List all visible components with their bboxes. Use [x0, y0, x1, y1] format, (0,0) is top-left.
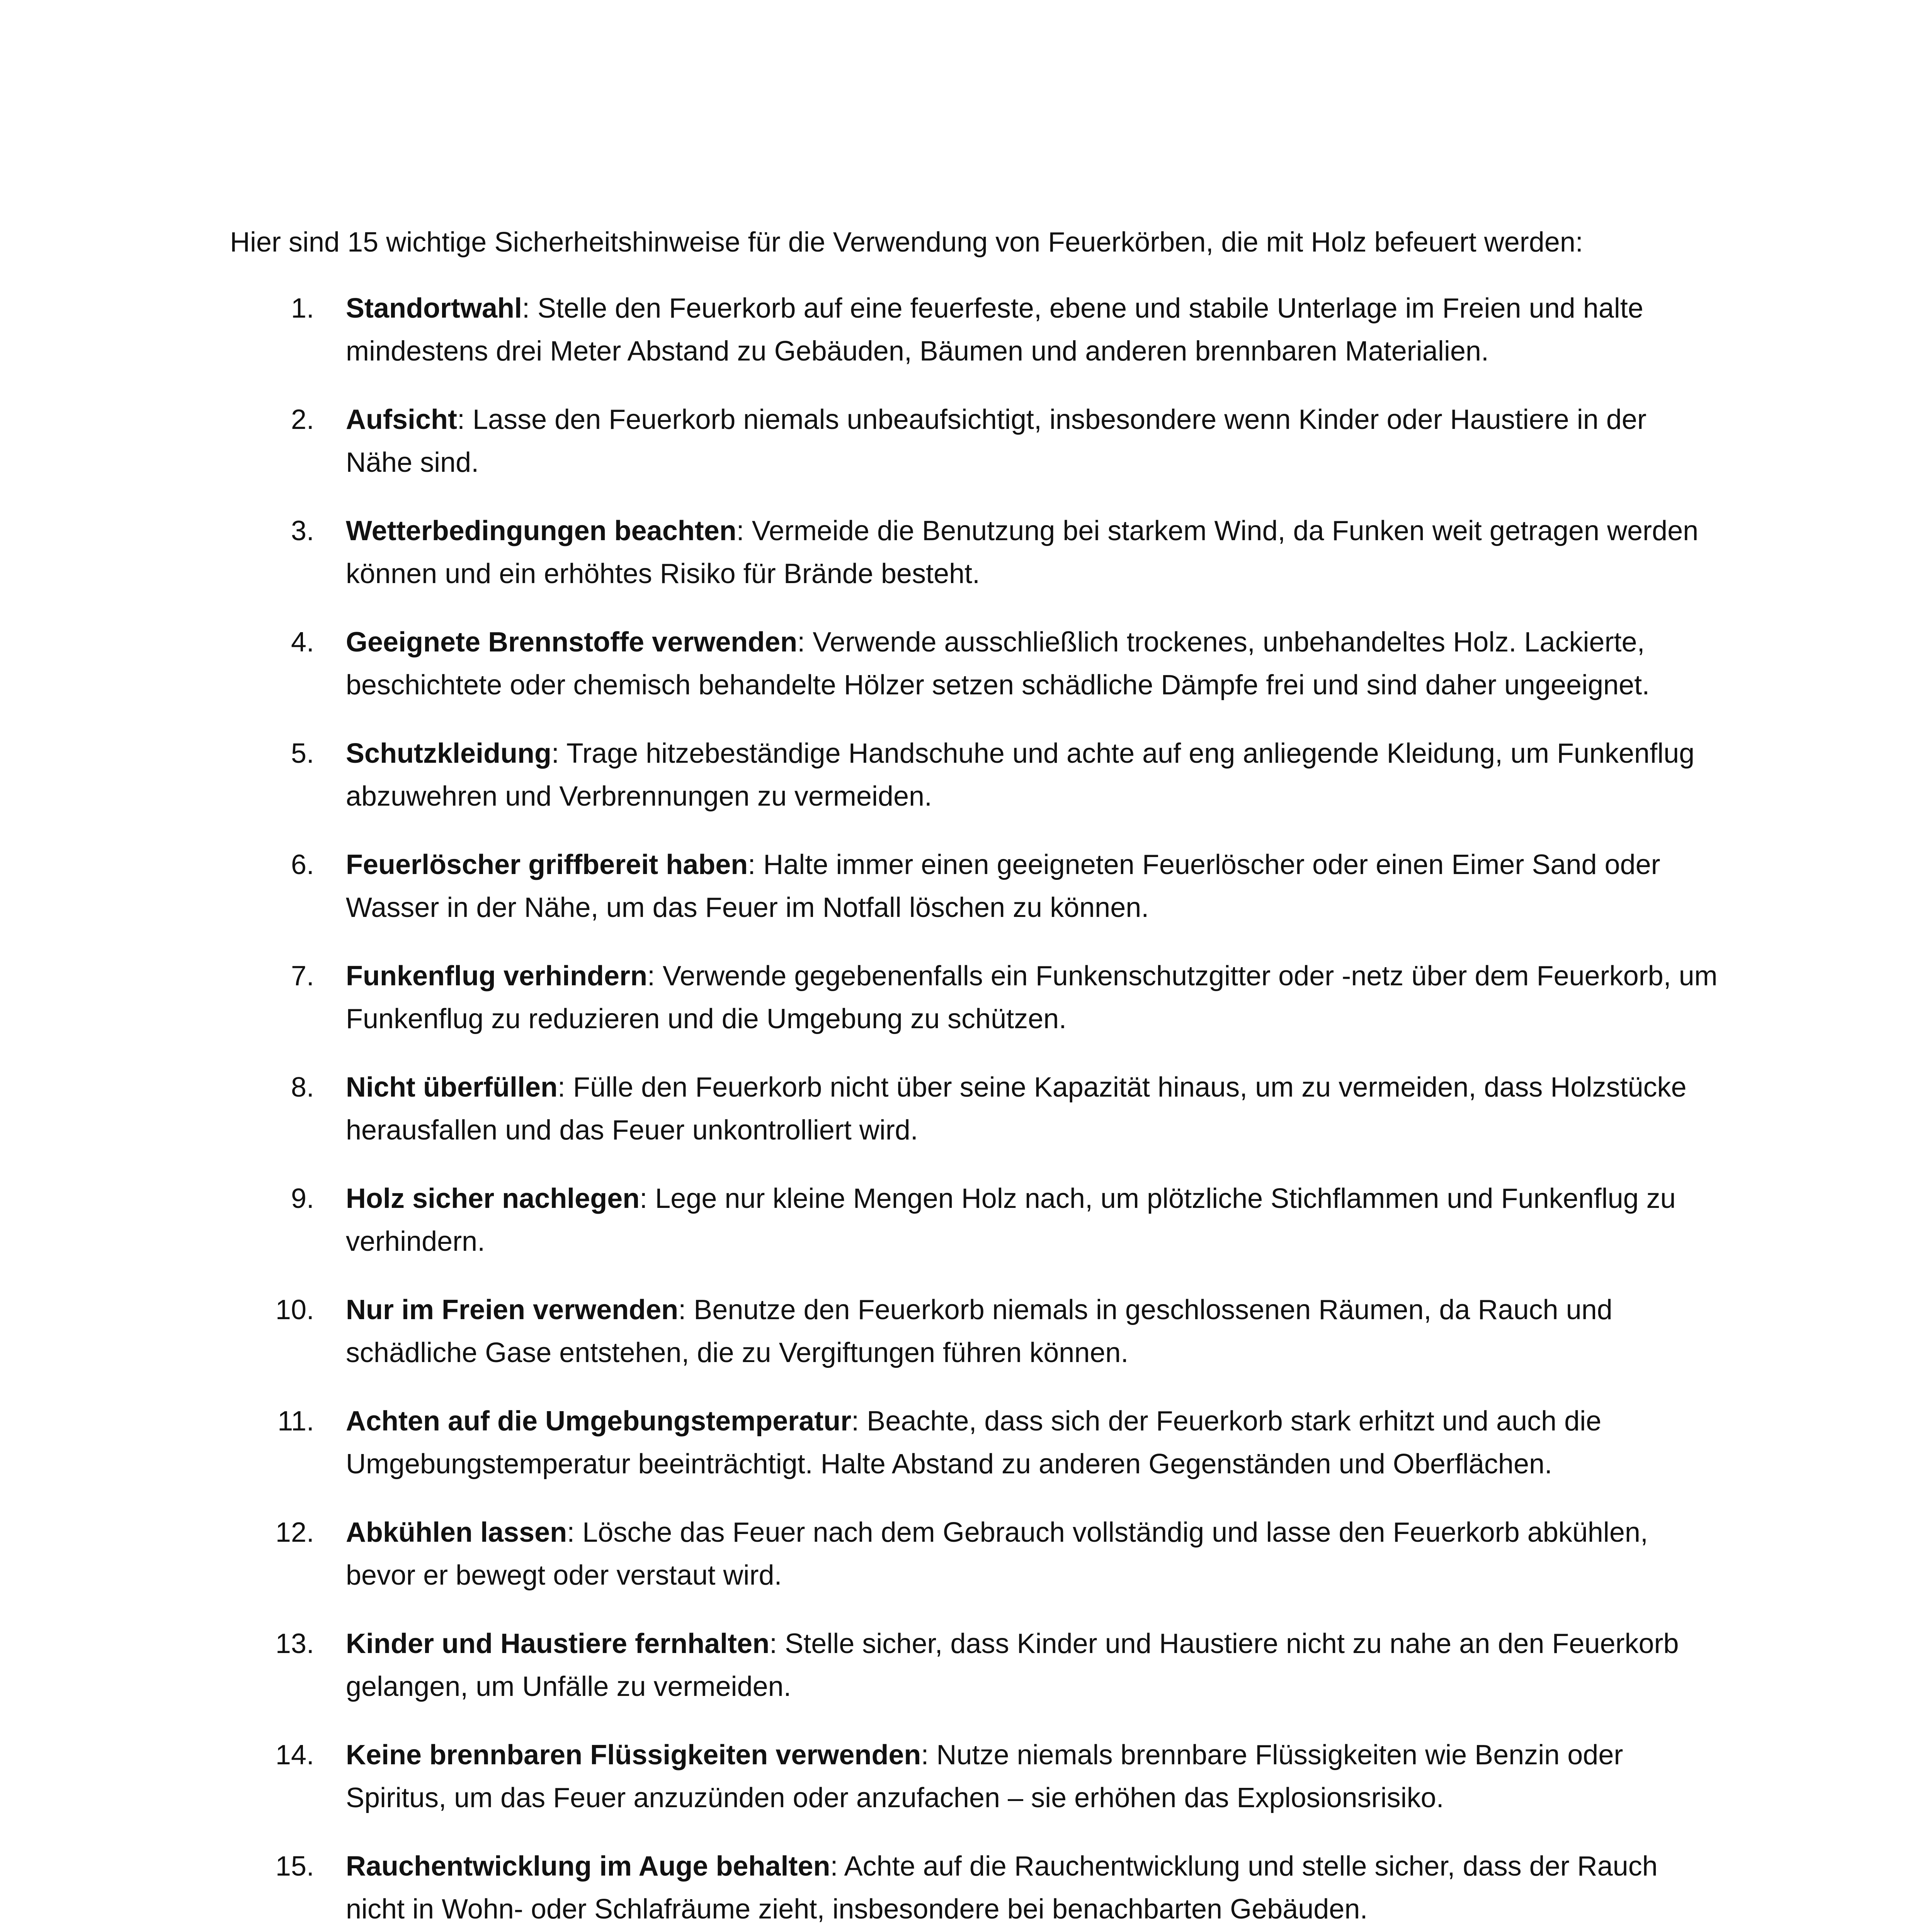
list-item	[230, 621, 1718, 707]
list-item-body	[346, 1072, 1687, 1146]
list-item-term: Holz sicher nachlegen	[346, 1183, 640, 1214]
list-item-term: Schutzkleidung	[346, 738, 552, 769]
list-item-number: 14.	[275, 1740, 314, 1770]
list-item-text: : Trage hitzebeständige Handschuhe und achte auf eng anliegende Kleidung, um Funkenflug abzuwehren und Verbrennungen zu vermeiden.	[346, 738, 1695, 812]
list-item-term: Rauchentwicklung im Auge behalten	[346, 1851, 830, 1882]
list-item	[230, 287, 1718, 373]
list-item-text: : Verwende gegebenenfalls ein Funkenschutzgitter oder -netz über dem Feuerkorb, um Funkenflug zu reduzieren und die Umgebung zu schützen.	[346, 961, 1718, 1034]
list-item-body	[346, 1740, 1623, 1813]
list-item-text: : Vermeide die Benutzung bei starkem Wind, da Funken weit getragen werden können und ein erhöhtes Risiko für Brände besteht.	[346, 515, 1699, 589]
list-item-number: 2.	[291, 404, 314, 435]
list-item-term: Wetterbedingungen beachten	[346, 515, 737, 546]
list-item-number: 10.	[275, 1294, 314, 1325]
list-item-text: : Stelle sicher, dass Kinder und Haustiere nicht zu nahe an den Feuerkorb gelangen, um Unfälle zu vermeiden.	[346, 1628, 1679, 1702]
list-item-number: 3.	[291, 515, 314, 546]
list-item-text: : Stelle den Feuerkorb auf eine feuerfeste, ebene und stabile Unterlage im Freien und halte mindestens drei Meter Abstand zu Gebäuden, Bäumen und anderen brennbaren Materialien.	[346, 293, 1643, 367]
document-body	[230, 221, 1718, 1932]
list-item-text: : Lege nur kleine Mengen Holz nach, um plötzliche Stichflammen und Funkenflug zu verhindern.	[346, 1183, 1676, 1257]
list-item	[230, 398, 1718, 484]
list-item-text: : Fülle den Feuerkorb nicht über seine Kapazität hinaus, um zu vermeiden, dass Holzstücke herausfallen und das Feuer unkontrolliert wird.	[346, 1072, 1687, 1146]
list-item-term: Abkühlen lassen	[346, 1517, 567, 1548]
list-item-body	[346, 1183, 1676, 1257]
list-item-term: Funkenflug verhindern	[346, 961, 648, 992]
list-item-body	[346, 404, 1647, 478]
list-item-number: 11.	[277, 1406, 314, 1437]
list-item	[230, 844, 1718, 929]
list-item-number: 6.	[291, 849, 314, 880]
list-item	[230, 1622, 1718, 1708]
list-item-term: Kinder und Haustiere fernhalten	[346, 1628, 770, 1659]
list-item-body	[346, 1294, 1613, 1368]
list-item-body	[346, 738, 1694, 812]
list-item-body	[346, 627, 1650, 701]
list-item-body	[346, 961, 1718, 1034]
list-item	[230, 1177, 1718, 1263]
list-item-term: Achten auf die Umgebungstemperatur	[346, 1406, 852, 1437]
list-item-term: Standortwahl	[346, 293, 522, 324]
list-item-term: Geeignete Brennstoffe verwenden	[346, 627, 798, 658]
list-item-number: 8.	[291, 1072, 314, 1103]
list-item-number: 5.	[291, 738, 314, 769]
list-item-body	[346, 1628, 1679, 1702]
list-item	[230, 1400, 1718, 1486]
list-item	[230, 1511, 1718, 1597]
list-item	[230, 1734, 1718, 1820]
list-item-number: 13.	[275, 1628, 314, 1659]
list-item-term: Feuerlöscher griffbereit haben	[346, 849, 748, 880]
list-item-number: 9.	[291, 1183, 314, 1214]
list-item	[230, 1066, 1718, 1152]
list-item-body	[346, 1851, 1658, 1925]
list-item-body	[346, 1406, 1601, 1480]
list-item	[230, 1289, 1718, 1374]
list-item-term: Nur im Freien verwenden	[346, 1294, 679, 1325]
list-item-text: : Benutze den Feuerkorb niemals in geschlossenen Räumen, da Rauch und schädliche Gase entstehen, die zu Vergiftungen führen können.	[346, 1294, 1613, 1368]
list-item-term: Keine brennbaren Flüssigkeiten verwenden	[346, 1740, 921, 1770]
list-item-number: 15.	[275, 1851, 314, 1882]
list-item-body	[346, 515, 1698, 589]
safety-tips-list	[230, 287, 1718, 1931]
list-item-number: 1.	[291, 293, 314, 324]
list-item	[230, 955, 1718, 1041]
list-item-text: : Lösche das Feuer nach dem Gebrauch vollständig und lasse den Feuerkorb abkühlen, bevor er bewegt oder verstaut wird.	[346, 1517, 1648, 1591]
list-item-term: Nicht überfüllen	[346, 1072, 558, 1103]
list-item-term: Aufsicht	[346, 404, 457, 435]
list-item-number: 4.	[291, 627, 314, 658]
list-item-text: : Verwende ausschließlich trockenes, unbehandeltes Holz. Lackierte, beschichtete oder chemisch behandelte Hölzer setzen schädliche Dämpfe frei und sind daher ungeeignet.	[346, 627, 1650, 701]
list-item-number: 7.	[291, 961, 314, 992]
list-item-body	[346, 849, 1660, 923]
list-item-text: : Lasse den Feuerkorb niemals unbeaufsichtigt, insbesondere wenn Kinder oder Haustiere in der Nähe sind.	[346, 404, 1647, 478]
list-item-text: : Halte immer einen geeigneten Feuerlöscher oder einen Eimer Sand oder Wasser in der Nähe, um das Feuer im Notfall löschen zu können.	[346, 849, 1660, 923]
list-item-text: : Nutze niemals brennbare Flüssigkeiten wie Benzin oder Spiritus, um das Feuer anzuzünden oder anzufachen – sie erhöhen das Explosionsrisiko.	[346, 1740, 1623, 1813]
list-item-body	[346, 1517, 1648, 1591]
list-item	[230, 510, 1718, 595]
list-item-body	[346, 293, 1643, 367]
intro-paragraph: Hier sind 15 wichtige Sicherheitshinweise für die Verwendung von Feuerkörben, die mit Holz befeuert werden:	[230, 227, 1583, 258]
list-item	[230, 732, 1718, 818]
list-item	[230, 1845, 1718, 1931]
list-item-text: : Achte auf die Rauchentwicklung und stelle sicher, dass der Rauch nicht in Wohn- oder Schlafräume zieht, insbesondere bei benachbarten Gebäuden.	[346, 1851, 1658, 1925]
list-item-number: 12.	[275, 1517, 314, 1548]
list-item-text: : Beachte, dass sich der Feuerkorb stark erhitzt und auch die Umgebungstemperatur beeinträchtigt. Halte Abstand zu anderen Gegenständen und Oberflächen.	[346, 1406, 1602, 1480]
